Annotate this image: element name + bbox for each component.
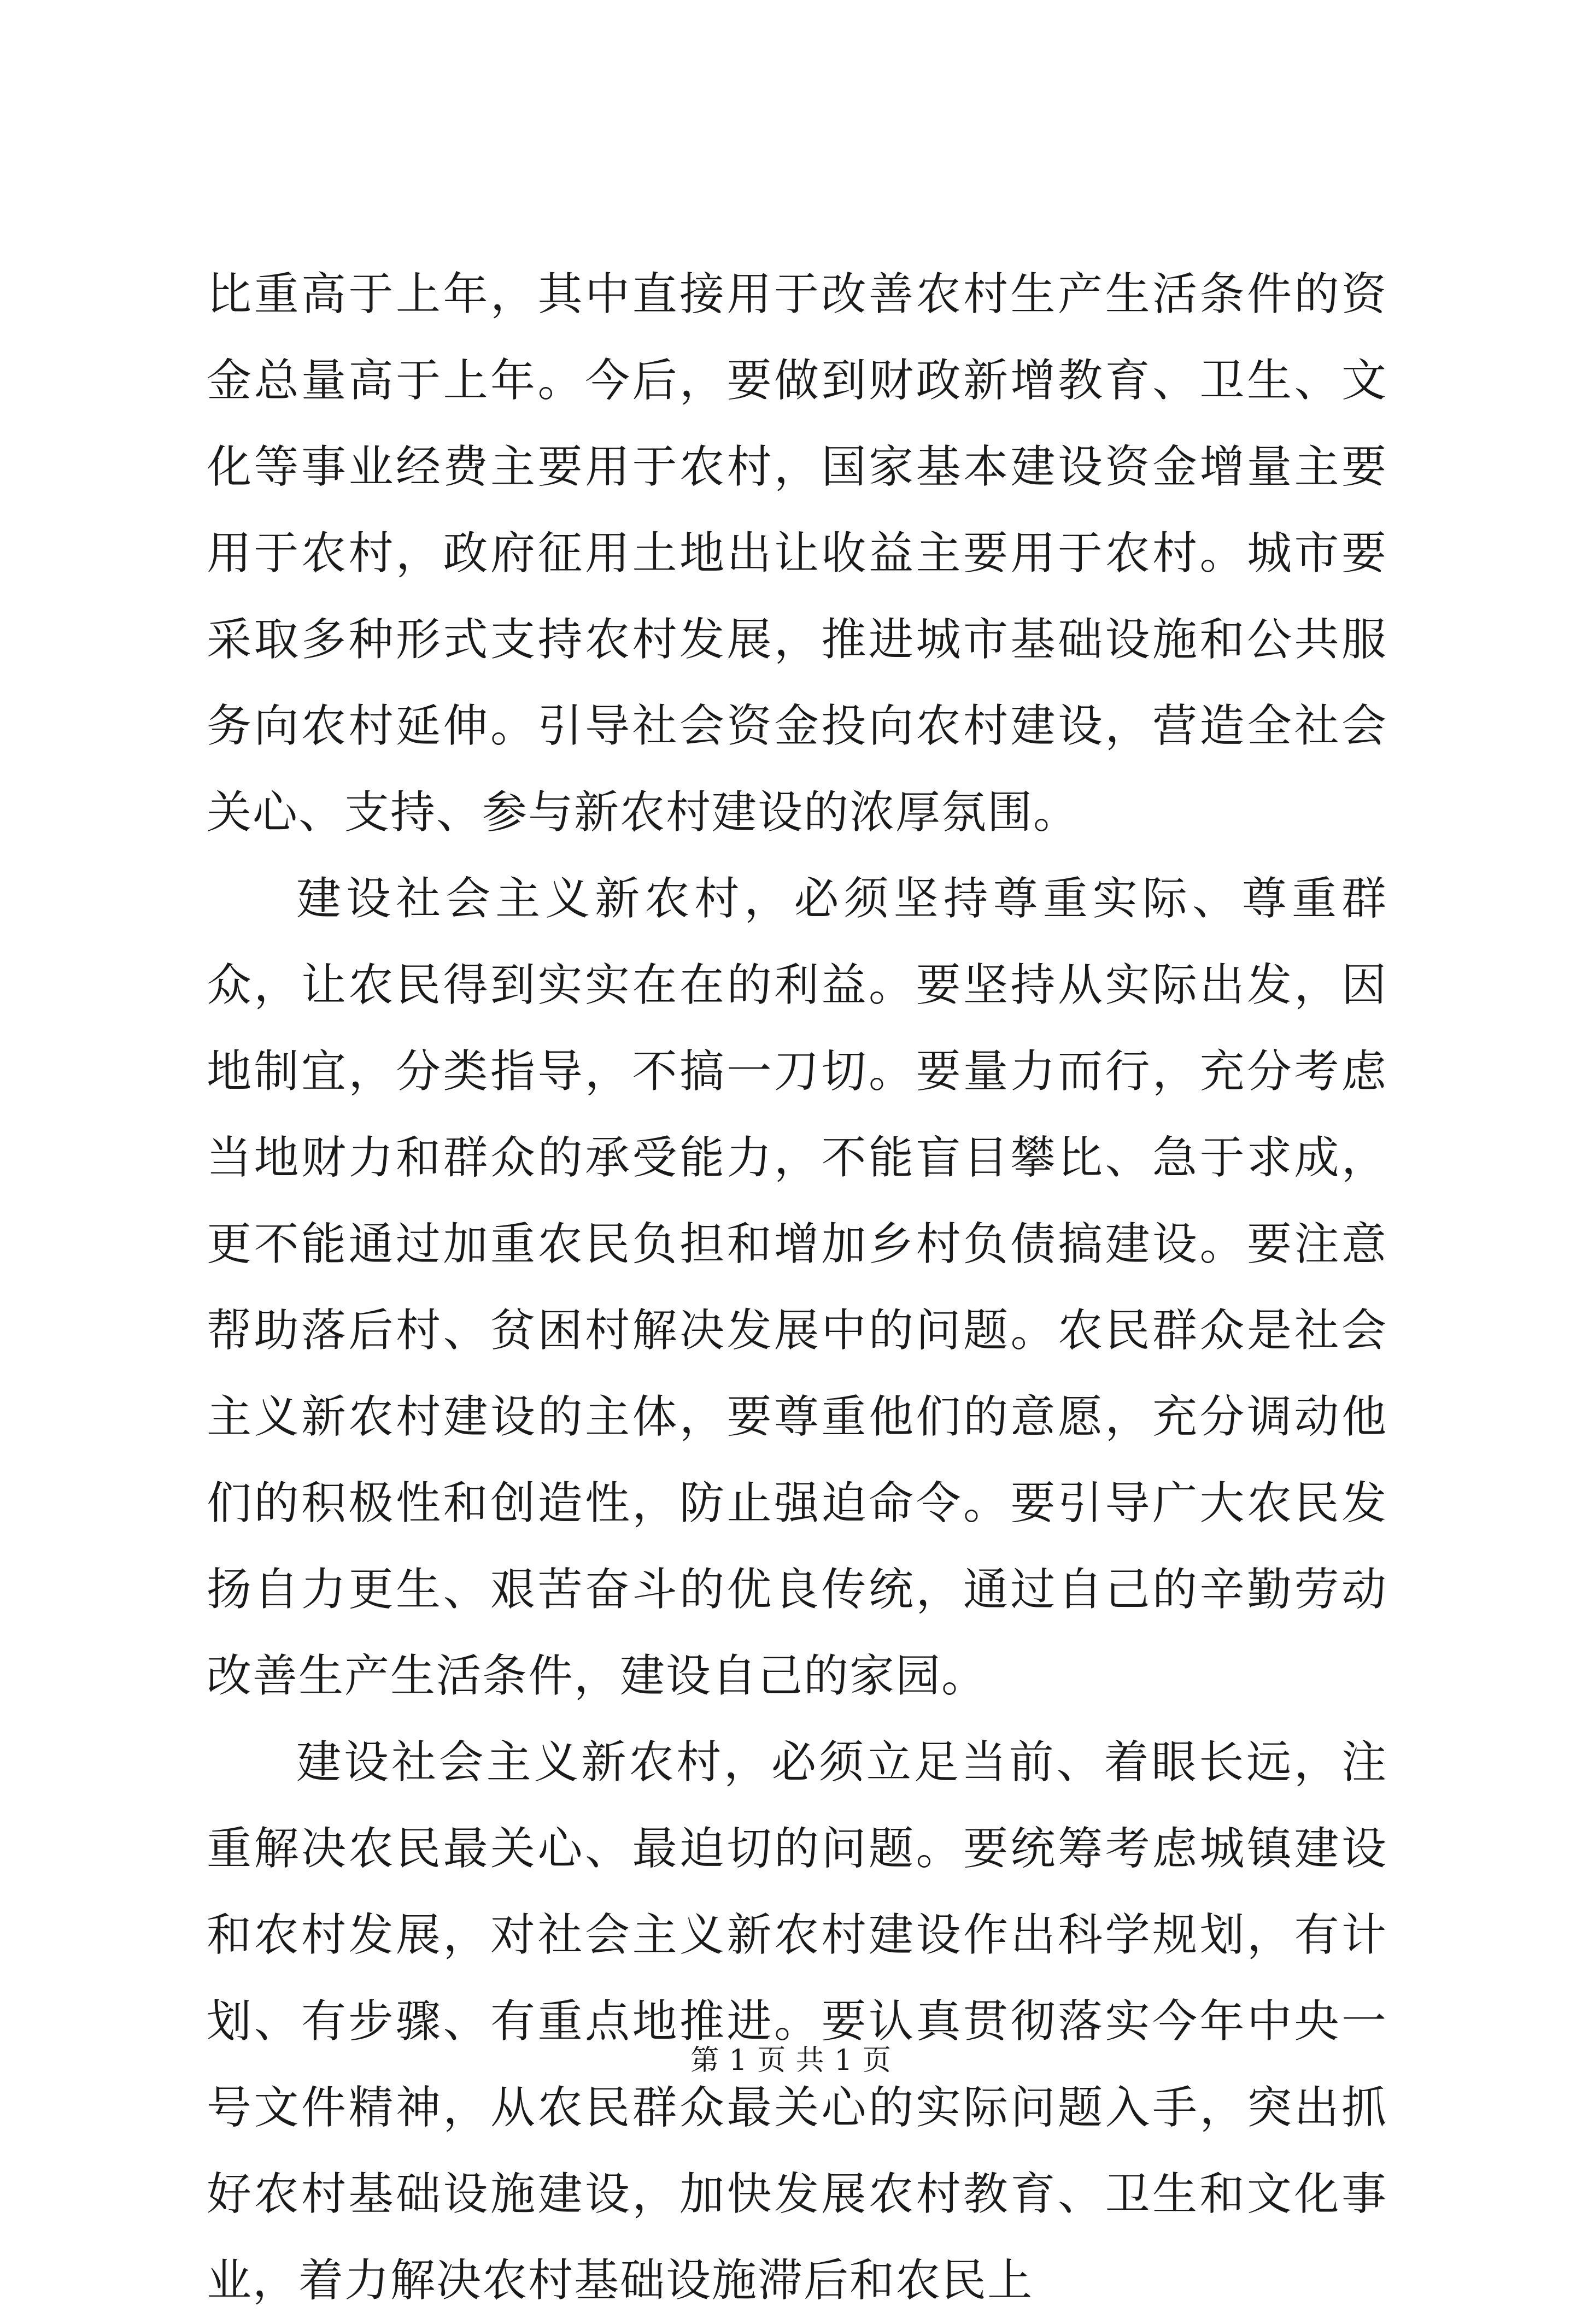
paragraph-1: 比重高于上年，其中直接用于改善农村生产生活条件的资金总量高于上年。今后，要做到财政新增教育、卫生、文化等事业经费主要用于农村，国家基本建设资金增量主要用于农村，政府征用土地出让收益主要用于农村。城市要采取多种形式支持农村发展，推进城市基础设施和公共服务向农村延伸。引导社会资金投向农村建设，营造全社会关心、支持、参与新农村建设的浓厚氛围。 [207,268,1387,838]
page-footer: 第 1 页 共 1 页 [690,2044,892,2077]
body-text [207,251,1387,2324]
paragraph-3: 建设社会主义新农村，必须立足当前、着眼长远，注重解决农民最关心、最迫切的问题。要统筹考虑城镇建设和农村发展，对社会主义新农村建设作出科学规划，有计划、有步骤、有重点地推进。要认真贯彻落实今年中央一号文件精神，从农民群众最关心的实际问题入手，突出抓好农村基础设施建设，加快发展农村教育、卫生和文化事业，着力解决农村基础设施滞后和农民上 [207,1736,1387,2307]
paragraph-2: 建设社会主义新农村，必须坚持尊重实际、尊重群众，让农民得到实实在在的利益。要坚持从实际出发，因地制宜，分类指导，不搞一刀切。要量力而行，充分考虑当地财力和群众的承受能力，不能盲目攀比、急于求成，更不能通过加重农民负担和增加乡村负债搞建设。要注意帮助落后村、贫困村解决发展中的问题。农民群众是社会主义新农村建设的主体，要尊重他们的意愿，充分调动他们的积极性和创造性，防止强迫命令。要引导广大农民发扬自力更生、艰苦奋斗的优良传统，通过自己的辛勤劳动改善生产生活条件，建设自己的家园。 [207,873,1387,1702]
